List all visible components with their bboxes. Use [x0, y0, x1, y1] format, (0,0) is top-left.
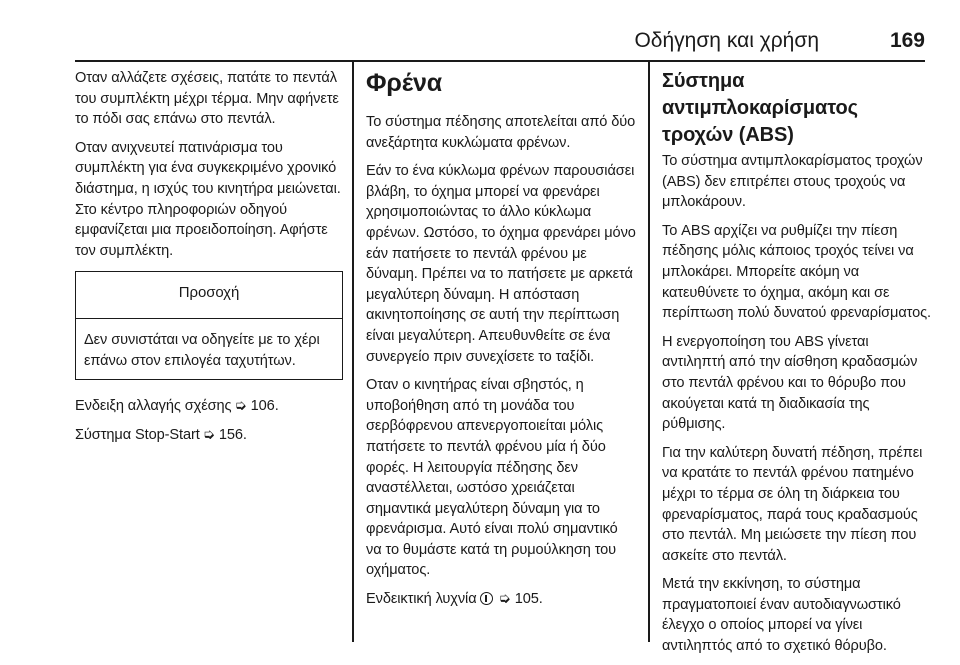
paragraph: Μετά την εκκίνηση, το σύστημα πραγματοποιεί έναν αυτοδιαγνωστικό έλεγχο ο οποίος μπορεί να γίνει αντιληπτός από το σχετικό θόρυβο.: [662, 576, 901, 655]
reference-text: Σύστημα Stop-Start: [75, 426, 200, 443]
reference-text: Ενδειξη αλλαγής σχέσης: [75, 398, 232, 415]
section-heading: Σύστημα αντιμπλοκαρίσματος τροχών (ABS): [662, 70, 858, 146]
reference-page: 105.: [514, 591, 543, 608]
cross-reference[interactable]: [75, 425, 343, 446]
reference-page: 156.: [218, 426, 247, 443]
page-header: [75, 22, 925, 62]
caution-text: Δεν συνιστάται να οδηγείτε με το χέρι επάνω στον επιλογέα ταχυτήτων.: [84, 331, 320, 369]
cross-reference[interactable]: [366, 589, 636, 610]
caution-title: Προσοχή: [76, 272, 342, 319]
column-divider: [352, 62, 354, 642]
column-divider: [648, 62, 650, 642]
section-title: Οδήγηση και χρήση: [634, 29, 819, 52]
caution-box: [75, 271, 343, 380]
cross-reference[interactable]: [75, 396, 343, 417]
reference-text: Ενδεικτική λυχνία: [366, 591, 477, 608]
page-reference-arrow-icon: ➭: [498, 591, 511, 608]
paragraph: Το σύστημα αντιμπλοκαρίσματος τροχών (ABS) δεν επιτρέπει στους τροχούς να μπλοκάρουν.: [662, 153, 923, 211]
paragraph: Η ενεργοποίηση του ABS γίνεται αντιληπτή από την αίσθηση κραδασμών στο πεντάλ φρένου και το θόρυβο που ακούγεται κατά τη διαδικασία της ρύθμισης.: [662, 333, 918, 433]
paragraph: Για την καλύτερη δυνατή πέδηση, πρέπει να κρατάτε το πεντάλ φρένου πατημένο μέχρι το τέρμα σε όλη τη διάρκεια του φρεναρίσματος, παρά τους κραδασμούς στο πεντάλ. Μη μειώσετε την πίεση που ασκείτε στο πεντάλ.: [662, 444, 923, 564]
paragraph: Οταν ανιχνευτεί πατινάρισμα του συμπλέκτη για ένα συγκεκριμένο χρονικό διάστημα, η ισχύς του κινητήρα μειώνεται. Στο κέντρο πληροφοριών οδηγού εμφανίζεται μια προειδοποίηση. Αφήστε τον συμπλέκτη.: [75, 139, 341, 259]
middle-column: [366, 68, 636, 618]
brake-warning-lamp-icon: [480, 592, 493, 605]
page-reference-arrow-icon: ➭: [234, 398, 247, 415]
paragraph: Οταν ο κινητήρας είναι σβηστός, η υποβοήθηση από τη μονάδα του σερβόφρενου απενεργοποιείται μόλις πατήσετε το πεντάλ φρένου μία ή δύο φορές. Η λειτουργία πέδησης δεν αναστέλλεται, ωστόσο χρειάζεται σημαντικά μεγαλύτερη δύναμη για το φρενάρισμα. Αυτό είναι πολύ σημαντικό να το θυμάστε κατά τη ρυμούλκηση του οχήματος.: [366, 377, 618, 579]
header-rule: [75, 60, 925, 62]
left-column: [75, 68, 343, 453]
page-reference-arrow-icon: ➭: [202, 426, 215, 443]
paragraph: Οταν αλλάζετε σχέσεις, πατάτε το πεντάλ του συμπλέκτη μέχρι τέρμα. Μην αφήνετε το πόδι σας επάνω στο πεντάλ.: [75, 70, 339, 128]
paragraph: Το ABS αρχίζει να ρυθμίζει την πίεση πέδησης μόλις κάποιος τροχός τείνει να μπλοκάρει. Μπορείτε ακόμη να κατευθύνετε το όχημα, ακόμη και σε περίπτωση πολύ δυνατού φρεναρίσματος.: [662, 222, 932, 322]
page-number: 169: [889, 29, 925, 52]
paragraph: Το σύστημα πέδησης αποτελείται από δύο ανεξάρτητα κυκλώματα φρένων.: [366, 114, 636, 151]
right-column: [662, 68, 932, 665]
reference-page: 106.: [250, 398, 279, 415]
paragraph: Εάν το ένα κύκλωμα φρένων παρουσιάσει βλάβη, το όχημα μπορεί να φρενάρει χρησιμοποιώντας το άλλο κύκλωμα φρένων. Ωστόσο, το όχημα φρενάρει μόνο εάν πατήσετε το πεντάλ φρένου με δύναμη. Πρέπει να το πατήσετε με αρκετά μεγαλύτερη δύναμη. Η απόσταση ακινητοποίησης σε αυτή την περίπτωση είναι μεγαλύτερη. Απευθυνθείτε σε ένα συνεργείο πριν συνεχίσετε το ταξίδι.: [366, 163, 636, 365]
section-heading: Φρένα: [366, 69, 443, 97]
